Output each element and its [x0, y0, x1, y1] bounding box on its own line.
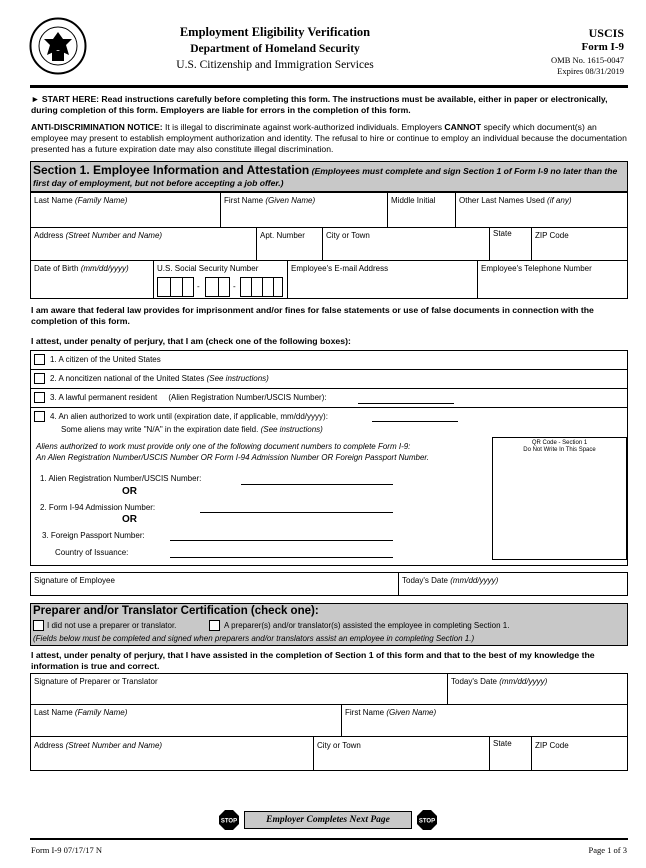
preparer-first-name-field[interactable]: First Name (Given Name) — [345, 708, 437, 717]
noncitizen-national-label: 2. A noncitizen national of the United States (See instructions) — [50, 374, 269, 383]
stop-sign-icon-right — [417, 810, 437, 830]
country-label: Country of Issuance: — [55, 548, 129, 557]
attest-statement: I attest, under penalty of perjury, that I am (check one of the following boxes): — [31, 336, 351, 346]
preparer-header: Preparer and/or Translator Certification (check one): I did not use a preparer or translator. A preparer(s) and/or translator(s) assisted the employee in completing Section 1. (Fields below must be completed and signed when preparers and/or translators assist an employee in completing Section 1.) — [30, 603, 628, 646]
preparer-note: (Fields below must be completed and signed when preparers and/or translators assist an employee in completing Section 1.) — [33, 634, 475, 643]
expiration-date-line[interactable] — [372, 421, 458, 422]
omb-number: OMB No. 1615-0047 — [551, 55, 624, 65]
svg-text:STOP: STOP — [418, 818, 436, 825]
preparer-zip-field[interactable]: ZIP Code — [535, 741, 569, 750]
passport-input[interactable] — [170, 540, 393, 541]
ssn-part3[interactable] — [240, 277, 283, 297]
qr-code-box: QR Code - Section 1 Do Not Write In This Space — [492, 437, 627, 560]
preparer-attest: I attest, under penalty of perjury, that I have assisted in the completion of Section 1 of this form and that to the best of my knowledge the information is true and correct. — [31, 650, 595, 671]
section1-header: Section 1. Employee Information and Attestation (Employees must complete and sign Section 1 of Form I-9 no later than the first day of employment, but not before accepting a job offer.) — [30, 161, 628, 192]
alien-number-label: 1. Alien Registration Number/USCIS Number: — [40, 474, 202, 483]
no-preparer-checkbox[interactable] — [33, 620, 44, 631]
apt-number-field[interactable]: Apt. Number — [260, 231, 305, 240]
i94-input[interactable] — [200, 512, 393, 513]
employee-date-field[interactable]: Today's Date (mm/dd/yyyy) — [402, 576, 499, 585]
other-last-names-field[interactable]: Other Last Names Used (if any) — [459, 196, 572, 205]
ssn-label: U.S. Social Security Number — [157, 264, 259, 273]
expires-date: Expires 08/31/2019 — [557, 66, 624, 76]
dob-field[interactable]: Date of Birth (mm/dd/yyyy) — [34, 264, 129, 273]
i94-label: 2. Form I-94 Admission Number: — [40, 503, 156, 512]
preparer-address-field[interactable]: Address (Street Number and Name) — [34, 741, 163, 750]
anti-discrimination-notice: ANTI-DISCRIMINATION NOTICE: It is illegal to discriminate against work-authorized individuals. Employers CANNOT specify which document(s) an employee may present to establish employment authorization and identity. The refusal to hire or continue to employ an individual because the documentation presented has a future expiration date may also constitute illegal discrimination. — [31, 122, 627, 154]
department: Department of Homeland Security — [190, 43, 360, 55]
page-number: Page 1 of 3 — [588, 845, 627, 855]
noncitizen-national-checkbox[interactable] — [34, 373, 45, 384]
start-here-notice: ► START HERE: Read instructions carefully before completing this form. The instructions must be available, either in paper or electronically, during completion of this form. Employers are liable for errors in the completion of this form. — [31, 94, 608, 115]
state-field[interactable]: State — [493, 229, 512, 238]
permanent-resident-checkbox[interactable] — [34, 392, 45, 403]
alien-authorized-checkbox[interactable] — [34, 411, 45, 422]
ssn-part2[interactable] — [205, 277, 230, 297]
permanent-resident-label: 3. A lawful permanent resident (Alien Registration Number/USCIS Number): — [50, 393, 327, 402]
form-number: Form I-9 — [581, 41, 624, 53]
ssn-dash-2: - — [233, 282, 236, 291]
middle-initial-field[interactable]: Middle Initial — [391, 196, 436, 205]
phone-field[interactable]: Employee's Telephone Number — [481, 264, 592, 273]
form-title: Employment Eligibility Verification — [179, 25, 371, 39]
zip-field[interactable]: ZIP Code — [535, 231, 569, 240]
preparer-state-field[interactable]: State — [493, 739, 512, 748]
footer-rule — [30, 838, 628, 840]
ssn-dash-1: - — [197, 282, 200, 291]
country-input[interactable] — [170, 557, 393, 558]
ssn-part1[interactable] — [157, 277, 194, 297]
agency: U.S. Citizenship and Immigration Services — [176, 59, 374, 71]
or-label-1: OR — [122, 486, 137, 497]
address-field[interactable]: Address (Street Number and Name) — [34, 231, 163, 240]
preparer-signature-field[interactable]: Signature of Preparer or Translator — [34, 677, 158, 686]
passport-label: 3. Foreign Passport Number: — [42, 531, 145, 540]
preparer-city-field[interactable]: City or Town — [317, 741, 361, 750]
city-field[interactable]: City or Town — [326, 231, 370, 240]
preparer-assisted-checkbox[interactable] — [209, 620, 220, 631]
aliens-note-1: Aliens authorized to work must provide only one of the following document numbers to complete Form I-9: — [36, 442, 411, 451]
last-name-field[interactable]: Last Name (Family Name) — [34, 196, 128, 205]
employee-signature-row — [30, 572, 628, 596]
citizen-label: 1. A citizen of the United States — [50, 355, 161, 364]
form-id: Form I-9 07/17/17 N — [31, 845, 103, 855]
alien-number-input[interactable] — [241, 484, 393, 485]
email-field[interactable]: Employee's E-mail Address — [291, 264, 389, 273]
or-label-2: OR — [122, 514, 137, 525]
preparer-last-name-field[interactable]: Last Name (Family Name) — [34, 708, 128, 717]
na-note: Some aliens may write "N/A" in the expiration date field. (See instructions) — [61, 425, 323, 434]
stop-sign-icon-left — [219, 810, 239, 830]
preparer-assisted-label: A preparer(s) and/or translator(s) assisted the employee in completing Section 1. — [224, 621, 510, 630]
dhs-seal-icon — [29, 17, 87, 75]
no-preparer-label: I did not use a preparer or translator. — [47, 621, 177, 630]
citizen-checkbox[interactable] — [34, 354, 45, 365]
aliens-note-2: An Alien Registration Number/USCIS Number OR Form I-94 Admission Number OR Foreign Passport Number. — [36, 453, 430, 462]
awareness-statement: I am aware that federal law provides for imprisonment and/or fines for false statements or use of false documents in connection with the completion of this form. — [31, 305, 594, 326]
employee-signature-field[interactable]: Signature of Employee — [34, 576, 115, 585]
header-rule — [30, 85, 628, 88]
svg-text:STOP: STOP — [220, 818, 238, 825]
alien-number-line[interactable] — [358, 403, 454, 404]
first-name-field[interactable]: First Name (Given Name) — [224, 196, 316, 205]
uscis-label: USCIS — [588, 26, 624, 40]
alien-authorized-label: 4. An alien authorized to work until (expiration date, if applicable, mm/dd/yyyy): — [50, 412, 328, 421]
preparer-date-field[interactable]: Today's Date (mm/dd/yyyy) — [451, 677, 548, 686]
employer-next-page-banner: Employer Completes Next Page — [244, 811, 412, 829]
